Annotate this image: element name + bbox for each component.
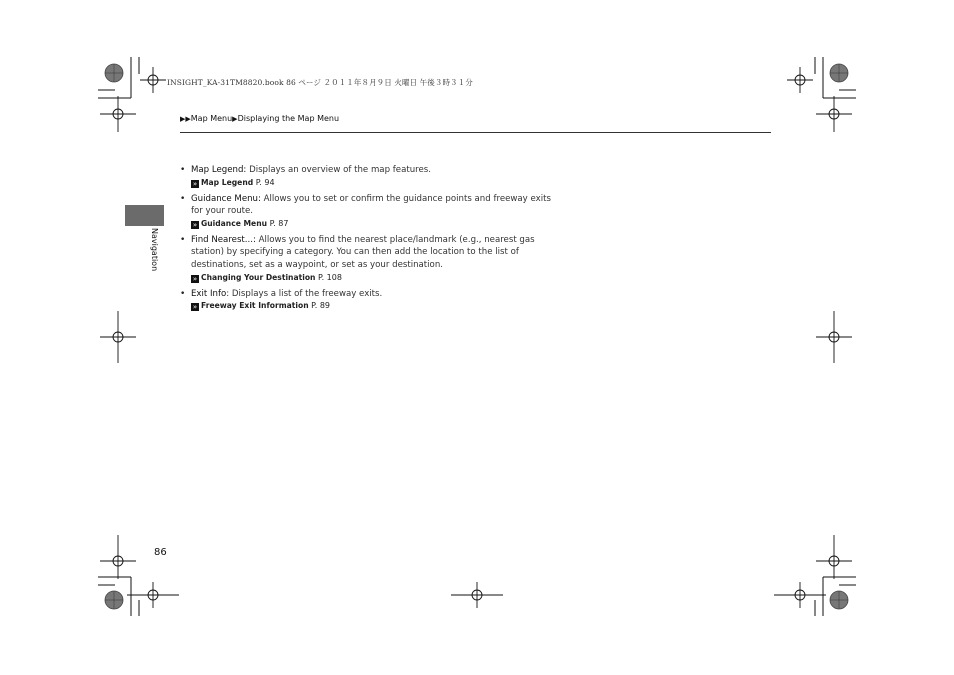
reference-arrow-icon: » — [192, 179, 198, 188]
breadcrumb-page: Displaying the Map Menu — [237, 114, 340, 123]
reference-arrow-icon: » — [192, 274, 198, 283]
page-number: 86 — [154, 547, 167, 558]
bullet-icon: • — [180, 288, 186, 299]
reference-page: P. 89 — [308, 301, 330, 311]
item-description: : Displays a list of the freeway exits. — [226, 288, 383, 299]
bullet-icon: • — [180, 193, 186, 204]
item-description: Allows you to set or confirm the guidance points and freeway exits for your route. — [191, 193, 551, 217]
reference-page: P. 94 — [253, 177, 275, 187]
item-text — [191, 288, 552, 301]
bullet-icon: • — [180, 165, 186, 175]
reference-page: P. 87 — [267, 218, 289, 228]
side-tab-label: Navigation — [150, 228, 159, 272]
breadcrumb-section[interactable]: Map Menu — [190, 114, 233, 123]
cross-reference-link[interactable] — [191, 272, 552, 284]
item-text — [191, 234, 552, 272]
list-item-exit-info — [180, 288, 552, 313]
reference-page: P. 108 — [315, 272, 342, 282]
list-item-map-legend — [180, 164, 552, 189]
list-item-guidance-menu — [180, 193, 552, 230]
item-description: Displays an overview of the map features. — [246, 165, 432, 175]
breadcrumb-separator-icon: ▶ — [232, 115, 238, 123]
cross-reference-link[interactable] — [191, 300, 552, 312]
cross-reference-link[interactable] — [191, 218, 552, 230]
item-term: Exit Info — [191, 288, 227, 299]
side-tab — [125, 205, 164, 226]
header-rule — [180, 132, 771, 133]
reference-title: Map Legend — [201, 177, 254, 187]
item-term: Guidance Menu: — [191, 193, 261, 204]
item-description: Allows you to find the nearest place/landmark (e.g., nearest gas station) by specifying a category. You can then add the location to the list of destinations, set as a waypoint, or set as your destination. — [191, 234, 535, 270]
item-term: Find Nearest...: — [191, 234, 256, 245]
bullet-icon: • — [180, 234, 186, 245]
item-text — [191, 164, 552, 177]
menu-items-list — [180, 164, 552, 316]
reference-title: Guidance Menu — [201, 218, 268, 228]
reference-title: Changing Your Destination — [201, 272, 316, 282]
breadcrumb — [180, 114, 339, 123]
list-item-find-nearest — [180, 234, 552, 284]
reference-arrow-icon: » — [192, 303, 198, 312]
reference-arrow-icon: » — [192, 220, 198, 229]
item-text — [191, 193, 552, 218]
cross-reference-link[interactable] — [191, 177, 552, 189]
breadcrumb-arrows-icon: ▶▶ — [180, 115, 191, 123]
reference-title: Freeway Exit Information — [201, 301, 309, 311]
item-term: Map Legend: — [191, 165, 247, 175]
print-header: INSIGHT_KA-31TM8820.book 86 ページ ２０１１年８月９日 火曜日 午後３時３１分 — [167, 78, 473, 87]
